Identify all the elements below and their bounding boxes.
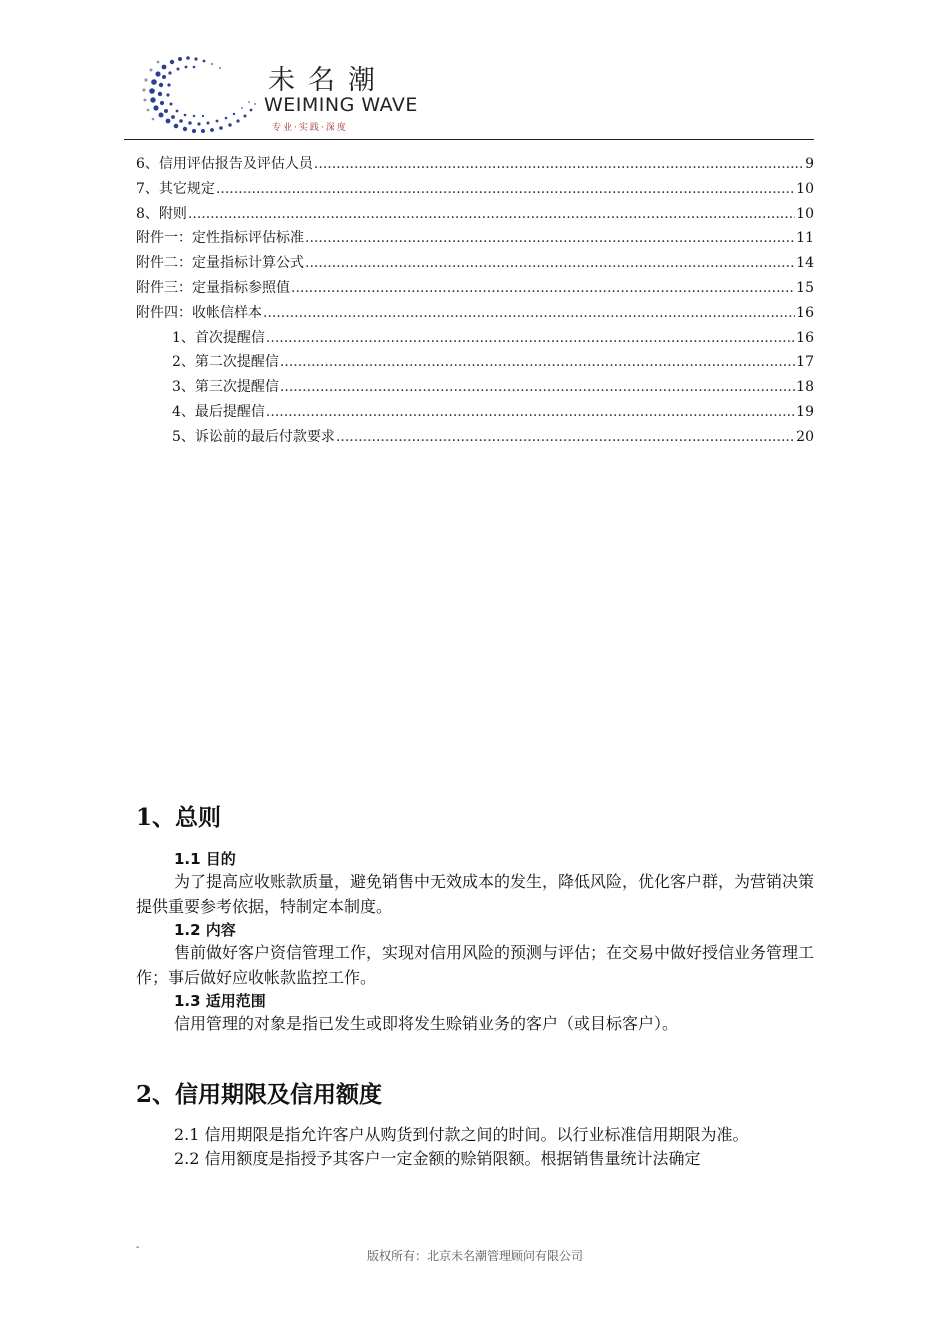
toc-entry[interactable] xyxy=(136,177,814,202)
toc-entry-page: 10 xyxy=(796,180,814,197)
subsection-1-1-heading: 1.1 目的 xyxy=(174,850,236,868)
toc-leader-dots xyxy=(305,226,795,250)
wave-logo-icon xyxy=(134,50,262,135)
toc-leader-dots xyxy=(266,400,795,424)
logo-tagline: 专业·实践·深度 xyxy=(272,123,348,133)
toc-entry-label: 2、第二次提醒信 xyxy=(172,354,279,371)
toc-entry[interactable] xyxy=(136,251,814,276)
subsection-1-3-text: 信用管理的对象是指已发生或即将发生赊销业务的客户（或目标客户）。 xyxy=(174,1014,679,1033)
subsection-1-3-heading: 1.3 适用范围 xyxy=(174,992,266,1010)
page-header xyxy=(124,40,814,140)
toc-entry-page: 15 xyxy=(796,279,814,296)
toc-entry-page: 10 xyxy=(796,205,814,222)
toc-entry-page: 16 xyxy=(796,304,814,321)
toc-entry-label: 附件三：定量指标参照值 xyxy=(136,279,290,296)
footer-mark: - xyxy=(136,1242,140,1253)
section-2-paragraph-1: 2.1 信用期限是指允许客户从购货到付款之间的时间。以行业标准信用期限为准。 xyxy=(174,1124,749,1144)
toc-entry-page: 16 xyxy=(796,329,814,346)
section-2-paragraph-2: 2.2 信用额度是指授予其客户一定金额的赊销限额。根据销售量统计法确定 xyxy=(174,1149,701,1168)
toc-entry[interactable] xyxy=(136,152,814,177)
toc-entry-page: 14 xyxy=(796,255,814,272)
section-2-heading: 2、信用期限及信用额度 xyxy=(136,1080,383,1108)
section-1-heading: 1、总则 xyxy=(136,804,222,831)
toc-leader-dots xyxy=(188,202,795,226)
toc-subentry[interactable] xyxy=(136,375,814,400)
toc-subentry[interactable] xyxy=(136,326,814,351)
toc-entry[interactable] xyxy=(136,202,814,227)
toc-entry-page: 19 xyxy=(796,403,814,420)
toc-entry-label: 7、其它规定 xyxy=(136,180,215,197)
toc-entry-label: 附件一：定性指标评估标准 xyxy=(136,230,304,247)
subsection-1-2-text: 售前做好客户资信管理工作，实现对信用风险的预测与评估；在交易中做好授信业务管理工作；事后做好应收帐款监控工作。 xyxy=(136,943,815,987)
page-footer: 版权所有：北京未名潮管理顾问有限公司 xyxy=(366,1249,583,1263)
toc-subentry[interactable] xyxy=(136,400,814,425)
toc-entry-label: 4、最后提醒信 xyxy=(172,403,265,420)
toc-subentry[interactable] xyxy=(136,350,814,375)
toc-leader-dots xyxy=(314,152,804,176)
subsection-1-1-text: 为了提高应收账款质量，避免销售中无效成本的发生，降低风险，优化客户群，为营销决策提供重要参考依据，特制定本制度。 xyxy=(136,872,815,916)
toc-entry[interactable] xyxy=(136,226,814,251)
toc-entry-label: 3、第三次提醒信 xyxy=(172,379,279,396)
toc-entry[interactable] xyxy=(136,301,814,326)
table-of-contents xyxy=(136,152,814,450)
toc-entry-label: 5、诉讼前的最后付款要求 xyxy=(172,428,335,445)
toc-subentry[interactable] xyxy=(136,425,814,450)
document-body xyxy=(136,800,814,1172)
header-divider xyxy=(124,139,814,140)
subsection-1-2-heading: 1.2 内容 xyxy=(174,921,236,939)
toc-entry-label: 附件二：定量指标计算公式 xyxy=(136,255,304,272)
toc-entry-page: 11 xyxy=(796,230,814,247)
logo-english-name: WEIMING WAVE xyxy=(264,94,418,116)
logo-chinese-name: 未名潮 xyxy=(268,65,388,96)
toc-leader-dots xyxy=(216,177,795,201)
toc-entry-page: 20 xyxy=(796,428,814,445)
toc-leader-dots xyxy=(266,326,795,350)
toc-leader-dots xyxy=(336,425,795,449)
toc-entry-page: 9 xyxy=(805,156,814,172)
toc-leader-dots xyxy=(280,375,795,399)
toc-entry-label: 附件四：收帐信样本 xyxy=(136,304,262,321)
toc-entry-label: 8、附则 xyxy=(136,205,187,222)
toc-entry[interactable] xyxy=(136,276,814,301)
toc-leader-dots xyxy=(263,301,795,325)
toc-leader-dots xyxy=(291,276,795,300)
toc-leader-dots xyxy=(280,350,795,374)
toc-entry-page: 18 xyxy=(796,379,814,396)
toc-leader-dots xyxy=(305,251,795,275)
toc-entry-label: 1、首次提醒信 xyxy=(172,329,265,346)
toc-entry-page: 17 xyxy=(796,354,814,371)
toc-entry-label: 6、信用评估报告及评估人员 xyxy=(136,156,313,172)
